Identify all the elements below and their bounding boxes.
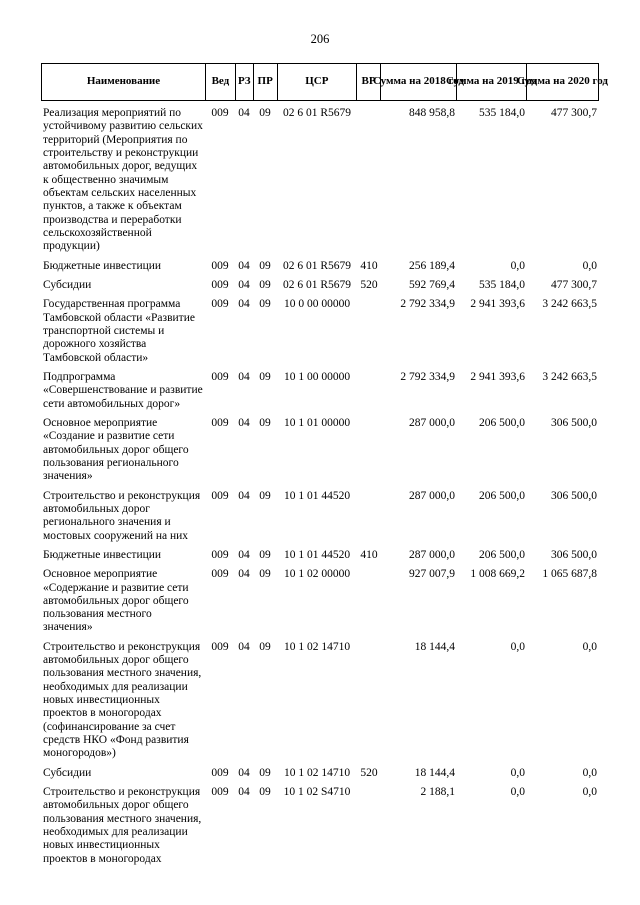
cell-rz: 04 bbox=[238, 416, 250, 429]
cell-sum-2019: 0,0 bbox=[510, 786, 525, 799]
cell-pr: 09 bbox=[259, 786, 271, 799]
cell-vr: 410 bbox=[360, 259, 378, 272]
table-row bbox=[41, 549, 599, 562]
cell-sum-2019: 206 500,0 bbox=[479, 416, 525, 429]
cell-name: Государственная программа Тамбовской области «Развитие транспортной системы и дорожного хозяйства Тамбовской области» bbox=[43, 298, 195, 364]
cell-pr: 09 bbox=[259, 766, 271, 779]
cell-ved: 009 bbox=[211, 640, 229, 653]
cell-rz: 04 bbox=[238, 370, 250, 383]
cell-pr: 09 bbox=[259, 489, 271, 502]
header-name: Наименование bbox=[86, 75, 161, 88]
cell-sum-2019: 0,0 bbox=[510, 259, 525, 272]
cell-name: Подпрограмма «Совершенствование и развитие сети автомобильных дорог» bbox=[43, 370, 203, 410]
cell-rz: 04 bbox=[238, 107, 250, 119]
cell-csr: 10 1 02 00000 bbox=[283, 568, 351, 581]
cell-sum-2019: 1 008 669,2 bbox=[470, 568, 525, 581]
cell-name: Реализация мероприятий по устойчивому развитию сельских территорий (Мероприятия по строительству и реконструкции автомобильных дорог, ведущих к общественно значимым объектам сельских населенных пунктов, а также к объектам производства и переработки сельскохозяйственной продукции) bbox=[43, 107, 203, 253]
header-sum-2018: Сумма на 2018 год bbox=[380, 64, 456, 100]
cell-name: Строительство и реконструкция автомобильных дорог общего пользования местного значения, необходимых для реализации новых инвестиционных проектов в моногородах (софинансирование за счет средств НКО «Фонд развития моногородов») bbox=[43, 640, 202, 760]
cell-pr: 09 bbox=[259, 259, 271, 272]
header-ved: Вед bbox=[205, 64, 235, 100]
cell-csr: 10 0 00 00000 bbox=[283, 298, 351, 311]
cell-ved: 009 bbox=[211, 298, 229, 311]
header-sum-2019: Сумма на 2019 год bbox=[456, 64, 526, 100]
cell-rz: 04 bbox=[238, 489, 250, 502]
cell-name: Субсидии bbox=[43, 278, 92, 291]
cell-ved: 009 bbox=[211, 548, 229, 561]
cell-sum-2018: 2 188,1 bbox=[420, 786, 455, 799]
cell-rz: 04 bbox=[238, 640, 250, 653]
cell-sum-2018: 287 000,0 bbox=[409, 416, 455, 429]
table-row bbox=[41, 371, 599, 411]
cell-sum-2018: 287 000,0 bbox=[409, 489, 455, 502]
cell-ved: 009 bbox=[211, 489, 229, 502]
cell-ved: 009 bbox=[211, 416, 229, 429]
cell-csr: 10 1 02 14710 bbox=[283, 640, 351, 653]
cell-rz: 04 bbox=[238, 259, 250, 272]
cell-pr: 09 bbox=[259, 640, 271, 653]
cell-pr: 09 bbox=[259, 568, 271, 581]
cell-pr: 09 bbox=[259, 370, 271, 383]
table-row bbox=[41, 107, 599, 254]
header-vr: ВР bbox=[356, 64, 380, 100]
cell-sum-2020: 0,0 bbox=[582, 259, 597, 272]
cell-sum-2018: 927 007,9 bbox=[409, 568, 455, 581]
cell-csr: 02 6 01 R5679 bbox=[282, 107, 352, 119]
cell-name: Бюджетные инвестиции bbox=[43, 259, 162, 272]
budget-table bbox=[41, 63, 608, 866]
header-csr: ЦСР bbox=[277, 64, 357, 100]
cell-sum-2018: 256 189,4 bbox=[409, 259, 455, 272]
cell-sum-2019: 535 184,0 bbox=[479, 107, 525, 119]
table-row bbox=[41, 417, 599, 484]
cell-rz: 04 bbox=[238, 278, 250, 291]
cell-name: Строительство и реконструкция автомобильных дорог регионального значения и мостовых сооружений на них bbox=[43, 489, 201, 542]
cell-ved: 009 bbox=[211, 766, 229, 779]
table-row bbox=[41, 260, 599, 273]
cell-ved: 009 bbox=[211, 568, 229, 581]
cell-vr: 520 bbox=[360, 278, 378, 291]
cell-ved: 009 bbox=[211, 259, 229, 272]
cell-sum-2020: 3 242 663,5 bbox=[542, 370, 597, 383]
cell-csr: 10 1 01 44520 bbox=[283, 489, 351, 502]
table-row bbox=[41, 767, 599, 780]
cell-sum-2019: 206 500,0 bbox=[479, 548, 525, 561]
cell-rz: 04 bbox=[238, 298, 250, 311]
cell-sum-2018: 287 000,0 bbox=[409, 548, 455, 561]
cell-sum-2018: 18 144,4 bbox=[414, 766, 455, 779]
cell-ved: 009 bbox=[211, 278, 229, 291]
cell-rz: 04 bbox=[238, 766, 250, 779]
table-row bbox=[41, 786, 599, 866]
cell-csr: 10 1 01 00000 bbox=[283, 416, 351, 429]
cell-csr: 02 6 01 R5679 bbox=[282, 278, 352, 291]
cell-name: Основное мероприятие «Создание и развитие сети автомобильных дорог общего пользования регионального значения» bbox=[43, 416, 189, 483]
cell-name: Субсидии bbox=[43, 766, 92, 779]
cell-sum-2018: 2 792 334,9 bbox=[400, 370, 455, 383]
table-header-row bbox=[41, 63, 608, 101]
cell-name: Бюджетные инвестиции bbox=[43, 548, 162, 561]
table-row bbox=[41, 279, 599, 292]
cell-csr: 10 1 02 14710 bbox=[283, 766, 351, 779]
cell-pr: 09 bbox=[259, 107, 271, 119]
table-row bbox=[41, 641, 599, 761]
cell-sum-2019: 0,0 bbox=[510, 766, 525, 779]
cell-sum-2020: 1 065 687,8 bbox=[542, 568, 597, 581]
cell-ved: 009 bbox=[211, 107, 229, 119]
cell-sum-2018: 848 958,8 bbox=[409, 107, 455, 119]
cell-csr: 02 6 01 R5679 bbox=[282, 259, 352, 272]
header-pr: ПР bbox=[253, 64, 277, 100]
cell-name: Основное мероприятие «Содержание и развитие сети автомобильных дорог общего пользования местного значения» bbox=[43, 568, 189, 634]
cell-csr: 10 1 02 S4710 bbox=[283, 786, 351, 799]
table-row bbox=[41, 568, 599, 635]
header-sum-2020: Сумма на 2020 год bbox=[526, 64, 598, 100]
cell-ved: 009 bbox=[211, 370, 229, 383]
cell-sum-2020: 0,0 bbox=[582, 786, 597, 799]
cell-sum-2019: 2 941 393,6 bbox=[470, 370, 525, 383]
cell-ved: 009 bbox=[211, 786, 229, 799]
cell-rz: 04 bbox=[238, 568, 250, 581]
cell-sum-2020: 3 242 663,5 bbox=[542, 298, 597, 311]
cell-sum-2018: 18 144,4 bbox=[414, 640, 455, 653]
cell-sum-2020: 0,0 bbox=[582, 766, 597, 779]
cell-pr: 09 bbox=[259, 298, 271, 311]
table-body bbox=[41, 107, 599, 866]
cell-sum-2019: 206 500,0 bbox=[479, 489, 525, 502]
cell-sum-2018: 592 769,4 bbox=[409, 278, 455, 291]
cell-sum-2020: 477 300,7 bbox=[551, 278, 597, 291]
cell-sum-2018: 2 792 334,9 bbox=[400, 298, 455, 311]
cell-sum-2019: 535 184,0 bbox=[479, 278, 525, 291]
header-rz: РЗ bbox=[235, 64, 253, 100]
cell-rz: 04 bbox=[238, 786, 250, 799]
cell-sum-2020: 306 500,0 bbox=[551, 548, 597, 561]
cell-sum-2020: 0,0 bbox=[582, 640, 597, 653]
table-row bbox=[41, 298, 599, 365]
page-number: 206 bbox=[310, 32, 330, 46]
cell-sum-2020: 477 300,7 bbox=[551, 107, 597, 119]
cell-pr: 09 bbox=[259, 416, 271, 429]
cell-vr: 520 bbox=[360, 766, 378, 779]
cell-name: Строительство и реконструкция автомобильных дорог общего пользования местного значения, необходимых для реализации новых инвестиционных проектов в моногородах bbox=[43, 786, 202, 865]
cell-sum-2019: 0,0 bbox=[510, 640, 525, 653]
cell-sum-2020: 306 500,0 bbox=[551, 489, 597, 502]
cell-rz: 04 bbox=[238, 548, 250, 561]
cell-pr: 09 bbox=[259, 548, 271, 561]
cell-csr: 10 1 00 00000 bbox=[283, 370, 351, 383]
cell-vr: 410 bbox=[360, 548, 378, 561]
cell-sum-2019: 2 941 393,6 bbox=[470, 298, 525, 311]
cell-csr: 10 1 01 44520 bbox=[283, 548, 351, 561]
table-row bbox=[41, 490, 599, 543]
cell-pr: 09 bbox=[259, 278, 271, 291]
cell-sum-2020: 306 500,0 bbox=[551, 416, 597, 429]
